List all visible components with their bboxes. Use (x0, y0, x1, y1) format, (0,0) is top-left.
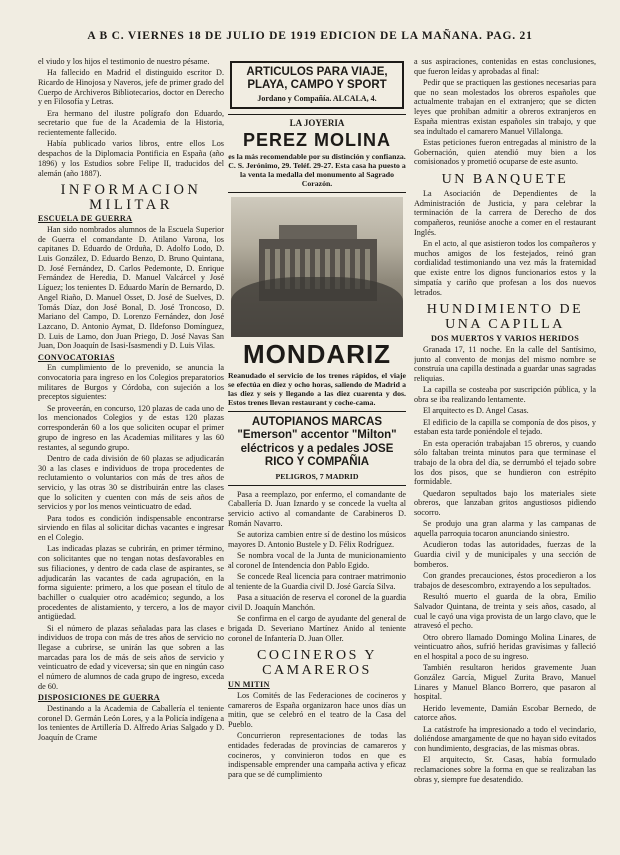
paragraph: Dentro de cada división de 60 plazas se adjudicarán 30 a las clases e individuos de tropa procedentes de reclutamiento o voluntarios con más de tres años de servicio, y las otras 30 se distribuirán entre las clases que lo soliciten y cuenten con más de seis años de servicios y por los menos veinticuatro de edad. (38, 453, 224, 512)
paragraph: Pedir que se practiquen las gestiones necesarias para que no sean molestados los obreros españoles que actualmente trabajan en el extranjero; que se dicten leyes que prohiban admitir a obreros extranjeros en España mientras existan españoles sin trabajo, y que sea indultado el camarero Manuel Villalonga. (414, 78, 596, 136)
ad-title: ARTICULOS PARA VIAJE, PLAYA, CAMPO Y SPORT (246, 66, 388, 91)
section-title-hundimiento: HUNDIMIENTO DE UNA CAPILLA (426, 302, 584, 333)
paragraph: Se proveerán, en concurso, 120 plazas de cada uno de los mencionados Colegios y de estas 120 plazas corresponderán 60 a los que soliciten ocupar el primer grupo de ingreso en las Academias militares y las 60 restantes, al segundo grupo. (38, 403, 224, 452)
paragraph: Han sido nombrados alumnos de la Escuela Superior de Guerra el comandante D. Atilano Varona, los capitanes D. Eduardo de Orduña, D. Adolfo Lodo, D. Luis González, D. Eduardo Benzo, D. Bruno Quintana, D. José Fernández, D. Carlos Pedemonte, D. Enrique Fernández de Heredia, D. Manuel Valcárcel y José Líguez; los tenientes D. Eduardo Marín de Bernardo, D. Angel Riaño, D. Manuel Osset, D. José de Suelves, D. Tomás Díaz, don José Bonal, D. José Troncoso, D. Mariano del Campo, D. Lorenzo Fernández, don José Lazcano, D. Antonio Aymat, D. Ildefonso Domínguez, D. Luis de Lamo, don Juan Priego, D. José Navas San Juan, Don Joaquín de Isasi-Isasmendi y D. Luis Vilas. (38, 224, 224, 351)
subheading-escuela-guerra: ESCUELA DE GUERRA (38, 214, 133, 224)
paragraph: Otro obrero llamado Domingo Molina Linares, de veinticuatro años, sufrió heridas gravísimas y falleció en el hospital a poco de su ingreso. (414, 632, 596, 661)
paragraph: Ha fallecido en Madrid el distinguido escritor D. Ricardo de Hinojosa y Naveros, jefe de primer grado del Cuerpo de Archiveros Bibliotecarios, doctor en Derecho y en Filosofía y Letras. (38, 68, 224, 107)
subheading-mitin: UN MITIN (228, 680, 270, 690)
paragraph: Acudieron todas las autoridades, fuerzas de la Guardia civil y de municipales y una sección de bomberos. (414, 540, 596, 569)
ad-title-autopianos: AUTOPIANOS MARCAS "Emerson" accentor "Milton" eléctricos y a pedales JOSE RICO Y COMPAÑIA (237, 415, 397, 469)
paragraph: La capilla se costeaba por suscripción pública, y la obra se iba realizando lentamente. (414, 385, 596, 405)
paragraph: La catástrofe ha impresionado a todo el vecindario, doliéndose amargamente de que no hayan sido evitados con hundimiento, desgracias, de las mismas obras. (414, 724, 596, 754)
paragraph: También resultaron heridos gravemente Juan González García, Miguel Zurita Bravo, Manuel Linares y Manuel Blanco Borrero, que pasaron al hospital. (414, 663, 596, 702)
paragraph: Granada 17, 11 noche. En la calle del Santísimo, junto al convento de monjas del mismo nombre se construía una capilla destinada a guardar unas sagradas reliquias. (414, 344, 596, 384)
ad-subtitle: PELIGROS, 7 MADRID (275, 471, 359, 481)
paragraph: El arquitecto, Sr. Casas, había formulado reclamaciones sobre la forma en que se realizaban las obras y, siempre fue desatendido. (414, 755, 596, 784)
mondariz-building-photo (231, 197, 403, 337)
paragraph: Estas peticiones fueron entregadas al ministro de la Gobernación, quien atendió muy bien a los comisionados y prometió ocuparse de este asunto. (414, 137, 596, 167)
paragraph: Se autoriza cambien entre sí de destino los músicos mayores D. Antonio Bustele y D. Félix Rodríguez. (228, 530, 406, 549)
ad-title-perez-molina: PEREZ MOLINA (242, 129, 391, 150)
paragraph: Era hermano del ilustre polígrafo don Eduardo, secretario que fue de la Academia de la Historia, recientemente fallecido. (38, 108, 224, 138)
ad-title-mondariz: MONDARIZ (242, 338, 392, 369)
paragraph: a sus aspiraciones, contenidas en estas conclusiones, que fueron leídas y aprobadas al final: (414, 57, 596, 76)
paragraph: Con grandes precauciones, éstos procedieron a los trabajos de desescombro, extrayendo a los sepultados. (414, 571, 596, 590)
paragraph: El edificio de la capilla se componía de dos pisos, y estaban esta tarde poniéndole el tejado. (414, 417, 596, 437)
paragraph: En cumplimiento de lo prevenido, se anuncia la convocatoria para ingreso en los Colegios preparatorios militares de Burgos y Córdoba, con sujeción a los preceptos siguientes: (38, 363, 224, 402)
paragraph: Resultó muerto el guarda de la obra, Emilio Salvador Quintana, de treinta y seis años, casado, al cual le cayó una viga provista de un largo clavo, que le atravesó el pecho. (414, 592, 596, 631)
paragraph: Pasa a situación de reserva el coronel de la guardia civil D. Joaquín Manchón. (228, 593, 406, 612)
ad-articulos-viaje (230, 61, 404, 109)
subheading-convocatorias: CONVOCATORIAS (38, 352, 115, 362)
paragraph: En el acto, al que asistieron todos los compañeros y muchos amigos de los festejados, reinó gran cordialidad testimoniando una vez más la fraternidad que existe entre los dignos funcionarios estos y la simpatía y cariño que profesan a los dos nuevos letrados. (414, 239, 596, 297)
paragraph: Para todos es condición indispensable encontrarse sirviendo en filas al solicitar dichas vacantes e ingresar en el Colegio. (38, 513, 224, 543)
divider (228, 411, 406, 412)
divider (228, 114, 406, 115)
subheading-muertos: DOS MUERTOS Y VARIOS HERIDOS (430, 334, 580, 344)
column-2 (228, 57, 406, 847)
paragraph: El arquitecto es D. Angel Casas. (423, 406, 529, 416)
paragraph: el viudo y los hijos el testimonio de nuestro pésame. (38, 57, 210, 66)
paragraph: Destinando a la Academia de Caballería el teniente coronel D. Germán León Lores, y a la Policía indígena a los tenientes de Artillería D. Alfredo Arias Salgado y D. Joaquín de Crame (38, 703, 224, 742)
paragraph: Se nombra vocal de la Junta de municionamiento al coronel de Intendencia don Pablo Egido. (228, 551, 406, 570)
paragraph: Las indicadas plazas se cubrirán, en primer término, con solicitantes que no tengan notas desfavorables en sus filiaciones, y dentro de cada clase de aspirantes, se adjudicarán las vacantes de cada agrupación, en la forma siguiente: primero, a los que posean el título de bachiller o cualquier otro académico; segundo, a los procedentes de alistamiento, y tercero, a los de mayor antigüedad. (38, 544, 224, 622)
paragraph: Se confirma en el cargo de ayudante del general de brigada D. Severiano Martínez Anido al teniente coronel de Infantería D. Juan Oller. (228, 614, 406, 643)
subheading-disposiciones: DISPOSICIONES DE GUERRA (38, 693, 161, 703)
ad-text: es la más recomendable por su distinción y confianza. C. S. Jerónimo, 29. Teléf. 29-27. Esta casa ha puesto a la venta la medalla del monumento al Sagrado Corazón. (228, 151, 406, 188)
column-3 (414, 57, 596, 847)
paragraph: La Asociación de Dependientes de la Administración de Justicia, y para celebrar la terminación de la carrera de Derecho de dos compañeros, reunióse anoche a comer en el restaurant Inglés. (414, 188, 596, 237)
section-title-banquete: UN BANQUETE (441, 171, 569, 187)
paragraph: Se produjo una gran alarma y las campanas de aquella parroquia tocaron anunciando siniestro. (414, 519, 596, 539)
ad-subtitle: Jordano y Compañía. ALCALA, 4. (257, 94, 377, 103)
divider (228, 485, 406, 486)
ad-pretitle: LA JOYERIA (289, 117, 345, 128)
paragraph: Se concede Real licencia para contraer matrimonio al teniente de la Guardia civil D. José García Silva. (228, 572, 406, 591)
column-1 (38, 57, 224, 847)
paragraph: Pasa a reemplazo, por enfermo, el comandante de Caballería D. Juan Iznardo y se concede la vuelta al servicio activo al comandante de Carabineros D. Román Navarro. (228, 489, 406, 528)
ad-text: Reanudado el servicio de los trenes rápidos, el viaje se efectúa en diez y ocho horas, saliendo de Madrid a las diez y seis y llegando a las diez cuarenta y dos. Estos trenes llevan restaurant y coche-cama. (228, 370, 406, 407)
divider (228, 192, 406, 193)
section-title-cocineros: COCINEROS Y CAMAREROS (257, 648, 377, 679)
paragraph: Quedaron sepultados bajo los materiales siete obreros, que lanzaban gritos angustiosos pidiendo socorro. (414, 488, 596, 518)
paragraph: Concurrieron representaciones de todas las entidades federadas de provincias de camareros y cocineros, y convinieron todos en que es indispensable emprender una campaña activa y eficaz para que se dé cumplimiento (228, 731, 406, 780)
paragraph: Los Comités de las Federaciones de cocineros y camareros de España organizaron hace unos días un mitin, que se celebró en el teatro de la Casa del Pueblo. (228, 690, 406, 730)
paragraph: Herido levemente, Damián Escobar Bernedo, de catorce años. (414, 703, 596, 723)
paragraph: Había publicado varios libros, entre ellos Los despachos de la Diplomacia Pontificia en España (año 1896) y los Estudios sobre Felipe II, traducidos del alemán (año 1887). (38, 139, 224, 178)
section-title-informacion-militar: INFORMACION MILITAR (60, 182, 202, 214)
page-header: A B C. VIERNES 18 DE JULIO DE 1919 EDICION DE LA MAÑANA. PAG. 21 (87, 30, 533, 42)
paragraph: Si el número de plazas señaladas para las clases e individuos de tropa con más de tres años de servicio no llegase a cubrirse, se unirán las que sobren a las marcadas para los de más de seis años de servicio y veinticuatro de edad y viceversa; sin que en ningún caso el número de alumnos de cada grupo de ingreso, exceda de 60. (38, 623, 224, 691)
paragraph: En esta operación trabajaban 15 obreros, y cuando sólo faltaban treinta minutos para que terminase el trabajo de la obra del día, se derrumbó el tejado sobre los dos pisos, que se hundieron con estrépito formidable. (414, 438, 596, 487)
